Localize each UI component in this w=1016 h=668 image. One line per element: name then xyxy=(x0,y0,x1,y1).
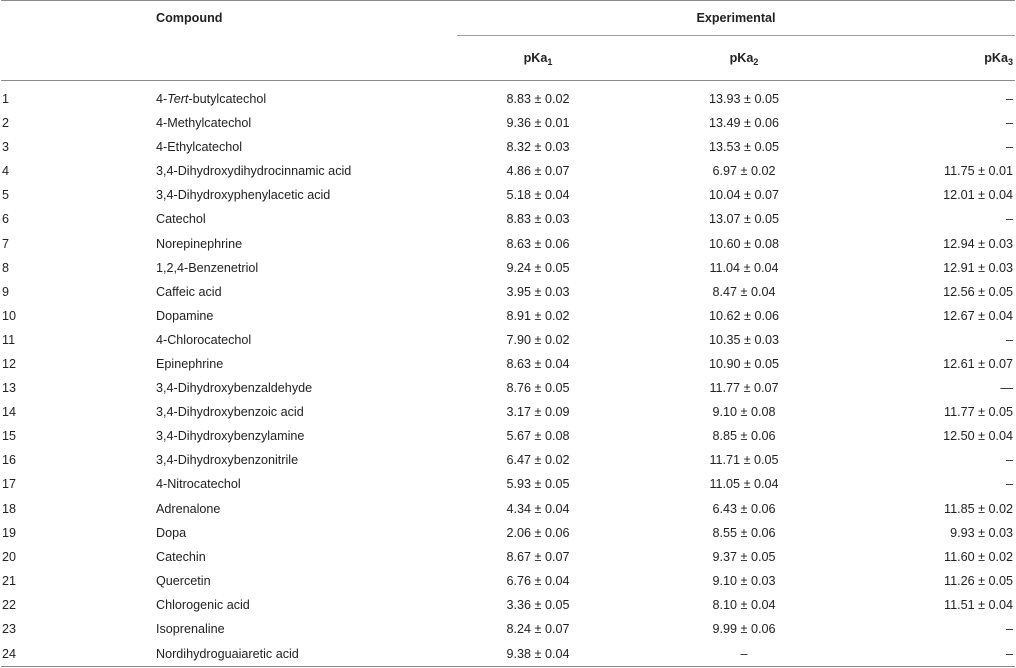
compound-name: Catechin xyxy=(156,549,206,564)
compound-name: Quercetin xyxy=(156,573,211,588)
row-number: 10 xyxy=(2,308,17,323)
pka1-value: 8.24 ± 0.07 xyxy=(506,622,570,637)
compound-name: 3,4-Dihydroxyphenylacetic acid xyxy=(156,188,331,203)
pka2-value: 6.43 ± 0.06 xyxy=(712,501,776,516)
pka3-value: 12.01 ± 0.04 xyxy=(943,188,1014,203)
pka3-subscript: 3 xyxy=(1008,57,1014,67)
pka2-value: 11.05 ± 0.04 xyxy=(709,477,779,492)
pka2-label: pKa xyxy=(729,51,754,65)
pka3-value: 11.60 ± 0.02 xyxy=(944,549,1014,564)
pka1-label: pKa xyxy=(523,51,548,65)
pka1-value: 9.36 ± 0.01 xyxy=(506,116,570,131)
table-row xyxy=(1,641,1015,667)
row-number: 12 xyxy=(2,356,17,371)
row-number: 6 xyxy=(2,212,10,227)
compound-name: Catechol xyxy=(156,212,206,227)
pka1-value: 6.76 ± 0.04 xyxy=(506,573,570,588)
header-row-1 xyxy=(1,1,1015,36)
row-number: 17 xyxy=(2,477,17,492)
pka3-value: 12.67 ± 0.04 xyxy=(943,308,1014,323)
row-number: 5 xyxy=(2,188,10,203)
compound-name: 4-Methylcatechol xyxy=(156,116,252,131)
row-number: 15 xyxy=(2,429,17,444)
pka1-value: 8.67 ± 0.07 xyxy=(506,549,570,564)
compound-name: 4-Ethylcatechol xyxy=(156,140,243,155)
pka2-value: 13.07 ± 0.05 xyxy=(709,212,779,227)
pka1-value: 2.06 ± 0.06 xyxy=(506,525,570,540)
pka3-value: – xyxy=(1006,92,1014,106)
pka2-subscript: 2 xyxy=(753,57,759,67)
row-number: 4 xyxy=(2,164,10,179)
pka1-value: 8.63 ± 0.06 xyxy=(506,236,570,251)
pka2-value: 8.10 ± 0.04 xyxy=(712,597,776,612)
pka2-value: 10.60 ± 0.08 xyxy=(709,236,779,251)
compound-name: 3,4-Dihydroxybenzonitrile xyxy=(156,453,299,468)
pka1-value: 3.95 ± 0.03 xyxy=(506,284,570,299)
pka3-value: – xyxy=(1006,332,1014,347)
compound-name: Isoprenaline xyxy=(156,622,225,637)
pka2-value: 13.53 ± 0.05 xyxy=(709,140,779,155)
pka-table xyxy=(1,0,1015,667)
pka3-value: 12.56 ± 0.05 xyxy=(943,284,1014,299)
header-pka2 xyxy=(619,36,869,81)
pka1-value: 4.86 ± 0.07 xyxy=(506,164,570,179)
pka3-value: – xyxy=(1006,477,1014,492)
pka3-value: 11.26 ± 0.05 xyxy=(944,573,1014,588)
header-compound: Compound xyxy=(156,11,223,26)
header-experimental: Experimental xyxy=(457,1,1015,36)
pka3-value: 11.77 ± 0.05 xyxy=(944,405,1014,420)
pka2-value: 11.77 ± 0.07 xyxy=(709,381,779,396)
pka1-value: 8.83 ± 0.02 xyxy=(506,92,570,106)
pka2-value: 10.04 ± 0.07 xyxy=(709,188,779,203)
pka3-value: 12.50 ± 0.04 xyxy=(943,429,1014,444)
table-row xyxy=(1,352,1015,376)
pka3-value: – xyxy=(1006,140,1014,155)
pka2-value: 13.93 ± 0.05 xyxy=(709,92,779,106)
compound-name-italic: Tert xyxy=(167,92,189,106)
pka1-value: 5.93 ± 0.05 xyxy=(506,477,570,492)
pka2-value: 6.97 ± 0.02 xyxy=(712,164,776,179)
table-header xyxy=(1,1,1015,81)
row-number: 14 xyxy=(2,405,17,420)
row-number: 13 xyxy=(2,381,17,396)
pka1-value: 3.17 ± 0.09 xyxy=(506,405,570,420)
pka1-value: 5.67 ± 0.08 xyxy=(506,429,570,444)
pka2-value: 9.10 ± 0.03 xyxy=(712,573,776,588)
pka1-value: 3.36 ± 0.05 xyxy=(506,597,570,612)
row-number: 23 xyxy=(2,622,17,637)
pka1-value: 9.24 ± 0.05 xyxy=(506,260,570,275)
pka1-value: 5.18 ± 0.04 xyxy=(506,188,570,203)
table-row xyxy=(1,280,1015,304)
compound-name: Dopamine xyxy=(156,308,214,323)
pka3-value: – xyxy=(1006,453,1014,468)
pka1-value: 8.83 ± 0.03 xyxy=(506,212,570,227)
table-row xyxy=(1,376,1015,400)
pka3-value: 12.91 ± 0.03 xyxy=(943,260,1014,275)
pka1-subscript: 1 xyxy=(547,57,553,67)
header-row-2 xyxy=(1,36,1015,81)
row-number: 18 xyxy=(2,501,17,516)
pka2-value: 10.35 ± 0.03 xyxy=(709,332,779,347)
pka1-value: 8.76 ± 0.05 xyxy=(506,381,570,396)
compound-name: 3,4-Dihydroxybenzylamine xyxy=(156,429,305,444)
compound-name xyxy=(156,81,457,112)
pka3-label: pKa xyxy=(984,51,1008,65)
table-row xyxy=(1,617,1015,641)
row-number: 11 xyxy=(2,332,16,347)
row-number: 3 xyxy=(2,140,10,155)
pka2-value: – xyxy=(619,641,869,667)
pka1-value: 9.38 ± 0.04 xyxy=(457,641,619,667)
pka3-value: 12.61 ± 0.07 xyxy=(943,356,1014,371)
pka3-value: 9.93 ± 0.03 xyxy=(950,525,1014,540)
table-row xyxy=(1,472,1015,496)
compound-name: 3,4-Dihydroxybenzaldehyde xyxy=(156,381,313,396)
row-number: 24 xyxy=(1,641,156,667)
header-pka3 xyxy=(869,36,1015,81)
pka1-value: 4.34 ± 0.04 xyxy=(506,501,570,516)
table-row xyxy=(1,569,1015,593)
pka3-value: 11.75 ± 0.01 xyxy=(944,164,1014,179)
table-row xyxy=(1,256,1015,280)
pka3-value: 11.85 ± 0.02 xyxy=(944,501,1014,516)
pka3-value: – xyxy=(869,641,1015,667)
pka2-value: 10.62 ± 0.06 xyxy=(709,308,779,323)
compound-name: 3,4-Dihydroxydihydrocinnamic acid xyxy=(156,164,352,179)
table-row xyxy=(1,400,1015,424)
pka2-value: 13.49 ± 0.06 xyxy=(709,116,779,131)
pka3-value: — xyxy=(1000,381,1014,396)
compound-name: 4-Nitrocatechol xyxy=(156,477,241,492)
row-number: 1 xyxy=(2,92,10,106)
pka2-value: 8.85 ± 0.06 xyxy=(712,429,776,444)
table-row xyxy=(1,521,1015,545)
pka1-value: 8.63 ± 0.04 xyxy=(506,356,570,371)
table-body xyxy=(1,81,1015,667)
pka2-value: 8.47 ± 0.04 xyxy=(712,284,776,299)
table-row xyxy=(1,81,1015,112)
table-row xyxy=(1,183,1015,207)
pka1-value: 7.90 ± 0.02 xyxy=(506,332,570,347)
pka1-value: 8.91 ± 0.02 xyxy=(506,308,570,323)
pka2-value: 8.55 ± 0.06 xyxy=(712,525,776,540)
header-blank-name xyxy=(156,36,457,81)
row-number: 21 xyxy=(2,573,17,588)
row-number: 19 xyxy=(2,525,17,540)
compound-name-prefix: 4- xyxy=(156,92,168,106)
pka1-value: 8.32 ± 0.03 xyxy=(506,140,570,155)
header-pka1 xyxy=(457,36,619,81)
table-row xyxy=(1,497,1015,521)
pka2-value: 11.04 ± 0.04 xyxy=(709,260,779,275)
table-row xyxy=(1,111,1015,135)
row-number: 20 xyxy=(2,549,17,564)
compound-name: Adrenalone xyxy=(156,501,221,516)
row-number: 16 xyxy=(2,453,17,468)
pka3-value: – xyxy=(1006,212,1014,227)
pka2-value: 9.37 ± 0.05 xyxy=(712,549,776,564)
table-row xyxy=(1,231,1015,255)
pka2-value: 11.71 ± 0.05 xyxy=(709,453,779,468)
row-number: 8 xyxy=(2,260,10,275)
compound-name: Dopa xyxy=(156,525,187,540)
pka2-value: 9.10 ± 0.08 xyxy=(712,405,776,420)
compound-name: Chlorogenic acid xyxy=(156,597,250,612)
compound-name: Nordihydroguaiaretic acid xyxy=(156,641,457,667)
compound-name: 1,2,4-Benzenetriol xyxy=(156,260,259,275)
table-row xyxy=(1,545,1015,569)
header-number-cell xyxy=(1,1,156,36)
pka3-value: 12.94 ± 0.03 xyxy=(943,236,1014,251)
header-blank-num xyxy=(1,36,156,81)
row-number: 9 xyxy=(2,284,10,299)
compound-name: 4-Chlorocatechol xyxy=(156,332,252,347)
table-row xyxy=(1,207,1015,231)
table-row xyxy=(1,159,1015,183)
table-row xyxy=(1,135,1015,159)
pka2-value: 9.99 ± 0.06 xyxy=(712,622,776,637)
pka3-value: 11.51 ± 0.04 xyxy=(944,597,1014,612)
compound-name: Norepinephrine xyxy=(156,236,243,251)
table-row xyxy=(1,328,1015,352)
pka3-value: – xyxy=(1006,116,1014,131)
table-row xyxy=(1,424,1015,448)
row-number: 22 xyxy=(2,597,17,612)
compound-name-suffix: -butylcatechol xyxy=(188,92,267,106)
row-number: 7 xyxy=(2,236,10,251)
pka2-value: 10.90 ± 0.05 xyxy=(709,356,779,371)
pka3-value: – xyxy=(1006,622,1014,637)
compound-name: Caffeic acid xyxy=(156,284,222,299)
table-row xyxy=(1,304,1015,328)
pka1-value: 6.47 ± 0.02 xyxy=(506,453,570,468)
row-number: 2 xyxy=(2,116,10,131)
table-row xyxy=(1,448,1015,472)
table-row xyxy=(1,593,1015,617)
compound-name: 3,4-Dihydroxybenzoic acid xyxy=(156,405,304,420)
compound-name: Epinephrine xyxy=(156,356,224,371)
